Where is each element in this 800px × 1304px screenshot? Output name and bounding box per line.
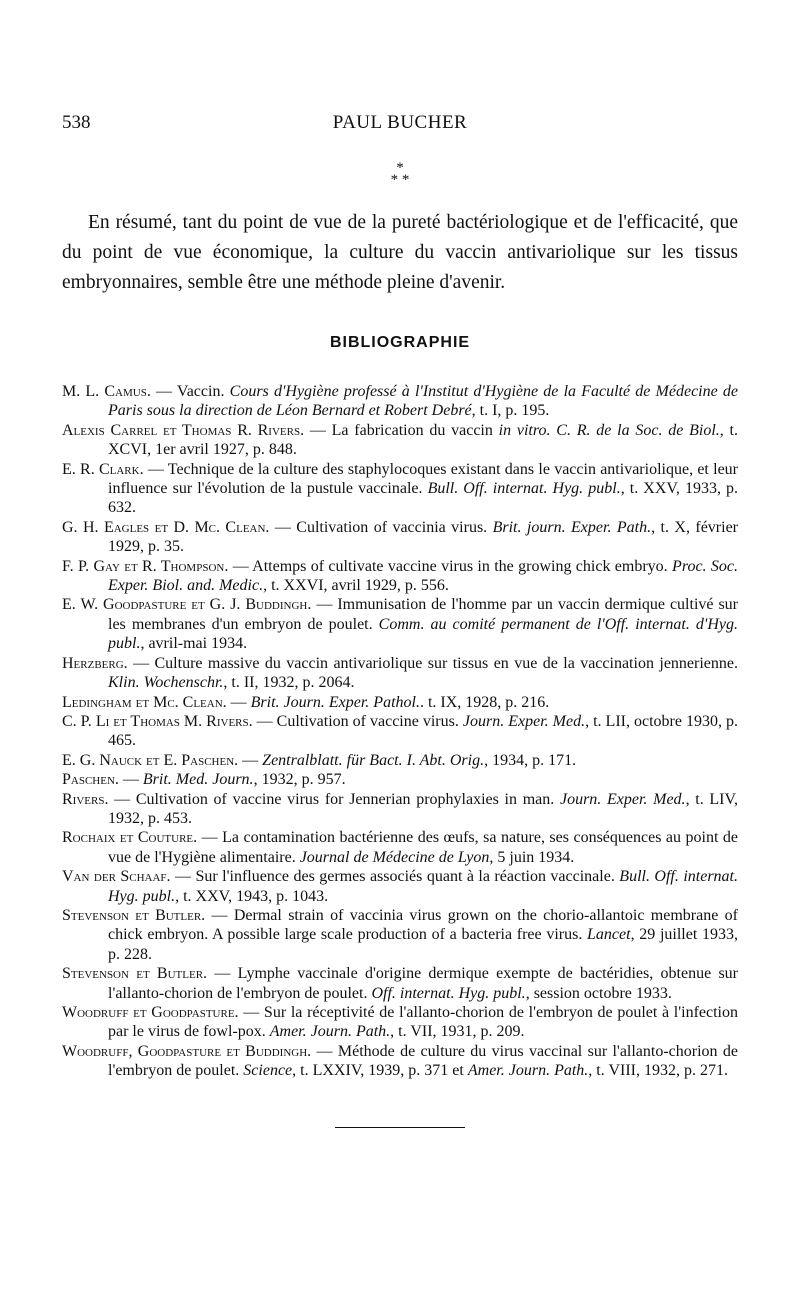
entry-text: — Lymphe vaccinale d'origine dermique exempte de bactéridies, obtenue sur l'allanto-chorion de l'embryon de poulet. xyxy=(108,965,738,1002)
asterism-top: * xyxy=(396,160,404,176)
entry-details: , 5 juin 1934. xyxy=(489,848,575,866)
bibliography-entry xyxy=(62,712,738,751)
entry-details: , session octobre 1933. xyxy=(525,984,672,1002)
section-asterism xyxy=(62,162,738,186)
entry-text: — xyxy=(238,751,263,769)
entry-text: — Attemps of cultivate vaccine virus in the growing chick embryo. xyxy=(228,557,673,575)
entry-journal: Brit. Med. Journ. xyxy=(142,771,254,789)
entry-authors: E. W. Goodpasture et G. J. Buddingh. xyxy=(62,596,312,614)
entry-authors: C. P. Li et Thomas M. Rivers. xyxy=(62,712,253,730)
closing-rule xyxy=(335,1127,465,1128)
page-header xyxy=(62,112,738,142)
entry-text: — Immunisation de l'homme par un vaccin dermique cultivé sur les membranes d'un embryon de poulet. xyxy=(108,596,738,633)
bibliography-entry xyxy=(62,557,738,596)
page xyxy=(62,112,738,1128)
entry-details: , t. X, février 1929, p. 35. xyxy=(108,518,738,556)
bibliography-entry xyxy=(62,751,738,770)
entry-text: — Culture massive du vaccin antivariolique sur tissus en vue de la vaccination jennerienne. xyxy=(127,654,738,672)
entry-authors: Paschen. xyxy=(62,771,119,789)
entry-journal: Off. internat. Hyg. publ. xyxy=(371,984,526,1002)
bibliography-list xyxy=(62,382,738,1081)
entry-journal: Zentralblatt. für Bact. I. Abt. Orig. xyxy=(262,751,485,769)
entry-journal: Comm. au comité permanent de l'Off. internat. d'Hyg. publ. xyxy=(108,615,738,653)
entry-journal: Klin. Wochenschr. xyxy=(108,674,224,692)
bibliography-entry xyxy=(62,460,738,518)
entry-journal: Amer. Journ. Path. xyxy=(269,1023,391,1041)
entry-journal: Bull. Off. internat. Hyg. publ. xyxy=(427,480,621,498)
entry-details: , t. XXV, 1933, p. 632. xyxy=(108,480,739,517)
entry-details: , 1934, p. 171. xyxy=(484,751,577,769)
entry-journal: Science xyxy=(243,1062,293,1080)
bibliography-entry xyxy=(62,1003,738,1042)
entry-authors: Ledingham et Mc. Clean. xyxy=(62,693,227,711)
entry-journal: Lancet xyxy=(587,926,631,944)
entry-journal: in vitro. C. R. de la Soc. de Biol. xyxy=(498,421,720,439)
entry-journal: Bull. Off. internat. Hyg. publ. xyxy=(108,868,738,905)
entry-details: , t. XCVI, 1er avril 1927, p. 848. xyxy=(108,421,738,459)
entry-authors: Alexis Carrel et Thomas R. Rivers. xyxy=(62,421,305,439)
entry-journal: Journ. Exper. Med. xyxy=(462,712,586,730)
entry-text: — La fabrication du vaccin xyxy=(304,421,499,439)
entry-authors: Stevenson et Butler. xyxy=(62,906,206,924)
entry-authors: G. H. Eagles et D. Mc. Clean. xyxy=(62,518,270,536)
entry-authors: Rivers. xyxy=(62,790,109,808)
bibliography-entry xyxy=(62,382,738,421)
entry-details: , t. XXV, 1943, p. 1043. xyxy=(175,887,329,905)
bibliography-entry xyxy=(62,518,738,557)
entry-text: — Vaccin. xyxy=(150,383,230,400)
bibliography-entry xyxy=(62,770,738,789)
bibliography-entry xyxy=(62,693,738,712)
entry-details: , t. I, p. 195. xyxy=(471,402,550,420)
entry-authors: Rochaix et Couture. xyxy=(62,829,198,847)
page-number: 538 xyxy=(62,112,91,133)
entry-details: , avril-mai 1934. xyxy=(140,635,248,653)
entry-text: — Cultivation of vaccinia virus. xyxy=(269,518,493,536)
entry-journal: Proc. Soc. Exper. Biol. and. Medic. xyxy=(108,557,739,595)
bibliography-entry xyxy=(62,790,738,829)
entry-journal: Brit. Journ. Exper. Pathol. xyxy=(250,693,420,711)
bibliography-heading: BIBLIOGRAPHIE xyxy=(329,334,471,351)
entry-details: , t. VII, 1931, p. 209. xyxy=(390,1023,525,1041)
entry-text: — Sur la réceptivité de l'allanto-chorion de l'embryon de poulet à l'infection par le virus de fowl-pox. xyxy=(108,1004,738,1041)
entry-journal: Cours d'Hygiène professé à l'Institut d'Hygiène de la Faculté de Médecine de Paris sous la direction de Léon Bernard et Robert Debré xyxy=(108,383,739,420)
asterism-bottom: * * xyxy=(390,172,410,188)
entry-authors: Woodruff et Goodpasture. xyxy=(62,1004,239,1021)
entry-journal-2: Amer. Journ. Path. xyxy=(467,1062,589,1080)
entry-journal: Journal de Médecine de Lyon xyxy=(299,848,490,866)
bibliography-entry xyxy=(62,828,738,867)
entry-details-2: , t. VIII, 1932, p. 271. xyxy=(588,1062,728,1080)
bibliography-entry xyxy=(62,1042,738,1081)
entry-details: , t. II, 1932, p. 2064. xyxy=(223,674,355,692)
running-title: PAUL BUCHER xyxy=(332,112,468,133)
entry-authors: Woodruff, Goodpasture et Buddingh. xyxy=(62,1042,312,1060)
bibliography-entry xyxy=(62,654,738,693)
bibliography-entry xyxy=(62,595,738,653)
bibliography-entry xyxy=(62,867,738,906)
entry-details: , t. XXVI, avril 1929, p. 556. xyxy=(263,577,449,595)
bibliography-entry xyxy=(62,906,738,964)
entry-text: — Technique de la culture des staphylocoques existant dans le vaccin antivariolique, et leur influence sur l'évolution de la pustule vaccinale. xyxy=(108,460,738,498)
entry-authors: E. R. Clark. xyxy=(62,460,144,478)
entry-details: , 29 juillet 1933, p. 228. xyxy=(108,926,739,963)
entry-details: . t. IX, 1928, p. 216. xyxy=(419,693,550,711)
entry-text: — Cultivation of vaccine virus for Jennerian prophylaxies in man. xyxy=(108,790,560,808)
bibliography-entry xyxy=(62,964,738,1003)
entry-text: — Sur l'influence des germes associés quant à la réaction vaccinale. xyxy=(170,868,620,886)
entry-text: — Méthode de culture du virus vaccinal sur l'allanto-chorion de l'embryon de poulet. xyxy=(108,1042,738,1080)
entry-text: — xyxy=(118,771,143,789)
entry-details: , t. LII, octobre 1930, p. 465. xyxy=(108,712,738,750)
entry-authors: M. L. Camus. xyxy=(62,383,151,400)
entry-text: — La contamination bactérienne des œufs, sa nature, ses conséquences au point de vue de l'Hygiène alimentaire. xyxy=(108,829,739,866)
bibliography-entry xyxy=(62,421,738,460)
entry-authors: F. P. Gay et R. Thompson. xyxy=(62,557,229,575)
entry-authors: Van der Schaaf. xyxy=(62,868,171,886)
entry-authors: Herzberg. xyxy=(62,654,128,672)
entry-text: — Dermal strain of vaccinia virus grown on the chorio-allantoic membrane of chick embryon. A possible large scale production of a bacteria free virus. xyxy=(108,906,739,944)
entry-text: — Cultivation of vaccine virus. xyxy=(252,712,463,730)
entry-details: , t. LIV, 1932, p. 453. xyxy=(108,790,739,827)
entry-text: — xyxy=(226,693,251,711)
entry-authors: Stevenson et Butler. xyxy=(62,965,208,983)
entry-journal: Brit. journ. Exper. Path. xyxy=(492,518,652,536)
entry-details: , 1932, p. 957. xyxy=(253,771,346,789)
entry-journal: Journ. Exper. Med. xyxy=(559,790,686,808)
entry-details: , t. LXXIV, 1939, p. 371 et xyxy=(292,1062,468,1080)
entry-authors: E. G. Nauck et E. Paschen. xyxy=(62,751,239,769)
conclusion-paragraph: En résumé, tant du point de vue de la pureté bactériologique et de l'efficacité, que du point de vue économique, la culture du vaccin antivariolique sur les tissus embryonnaires, semble être une méthode pleine d'avenir. xyxy=(62,212,738,293)
